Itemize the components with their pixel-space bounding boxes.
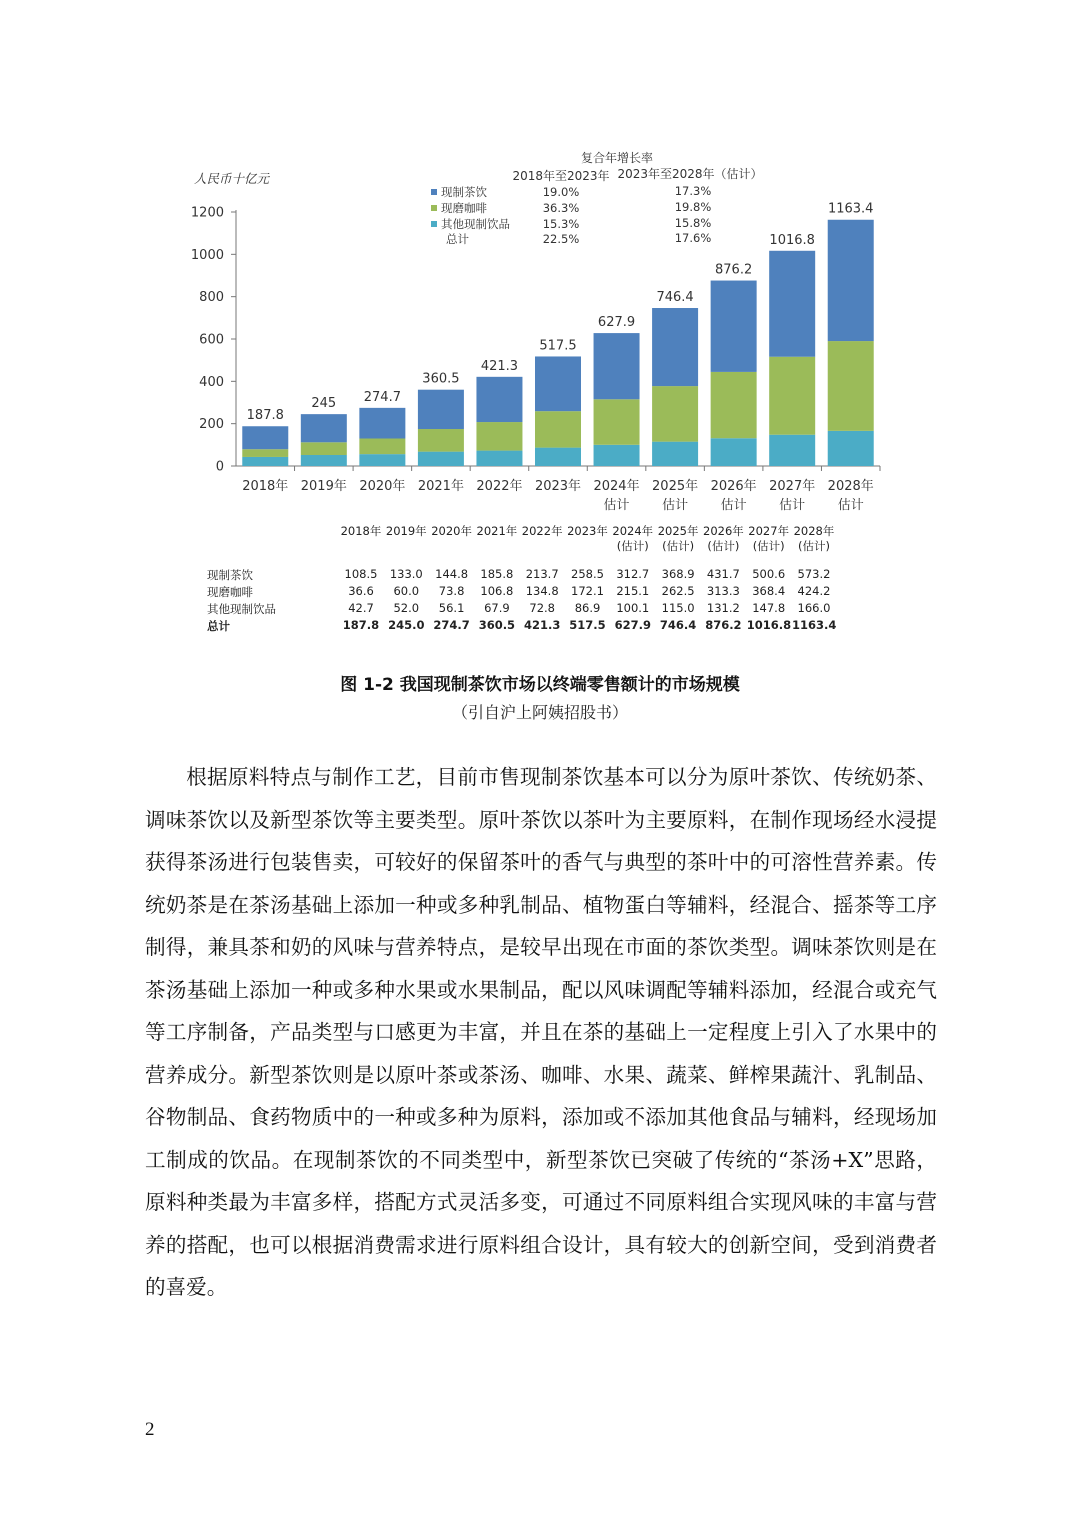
x-tick-sublabel: 估计 — [662, 498, 689, 513]
x-tick-label: 2022年 — [476, 479, 523, 494]
table-cell: 100.1 — [616, 601, 650, 615]
bar-segment — [242, 457, 288, 466]
table-row-label: 其他现制饮品 — [207, 602, 276, 616]
bar-segment — [828, 341, 874, 431]
table-cell: 360.5 — [478, 618, 516, 632]
bar-segment — [769, 251, 815, 357]
table-header-cell — [430, 524, 474, 539]
market-size-chart — [0, 0, 1080, 520]
bar-segment — [711, 372, 757, 438]
table-cell: 36.6 — [348, 584, 374, 598]
x-tick-sublabel: 估计 — [720, 498, 747, 513]
figure-caption: 图 1-2 我国现制茶饮市场以终端零售额计的市场规模 — [340, 675, 740, 695]
page-number: 2 — [145, 1419, 155, 1440]
table-cell: 115.0 — [661, 601, 695, 615]
table-header-year: 2025年 — [657, 524, 699, 538]
table-header-note: (估计) — [798, 539, 830, 553]
table-cell: 262.5 — [661, 584, 695, 598]
bar-total-label: 746.4 — [656, 290, 694, 306]
bar-total-label: 245 — [311, 396, 337, 412]
table-cell: 573.2 — [797, 567, 831, 581]
x-tick-sublabel: 估计 — [603, 498, 630, 513]
cagr-value: 15.8% — [674, 216, 712, 230]
bar-segment — [769, 357, 815, 435]
table-header-cell — [747, 524, 791, 554]
table-cell: 258.5 — [571, 567, 604, 581]
bar-segment — [242, 449, 288, 457]
cagr-header: 2018年至2023年 — [512, 169, 610, 183]
table-header-cell — [520, 524, 564, 539]
legend-label: 现磨咖啡 — [441, 201, 487, 215]
table-row-other — [195, 601, 885, 617]
table-cell: 1016.8 — [746, 618, 792, 632]
y-tick-label: 400 — [199, 374, 224, 390]
table-cell: 421.3 — [523, 618, 561, 632]
bar-segment — [418, 390, 464, 429]
table-cell: 312.7 — [616, 567, 650, 581]
table-row-label: 现磨咖啡 — [207, 585, 253, 599]
table-header-cell — [384, 524, 428, 539]
table-cell: 172.1 — [571, 584, 604, 598]
bar-segment — [359, 439, 405, 455]
x-tick-label: 2021年 — [417, 479, 464, 494]
bar-segment — [769, 435, 815, 466]
table-cell: 131.2 — [706, 601, 740, 615]
bar-segment — [301, 442, 347, 455]
table-cell: 134.8 — [525, 584, 559, 598]
bar-segment — [418, 429, 464, 452]
x-tick-label: 2020年 — [359, 479, 406, 494]
bar-segment — [359, 454, 405, 466]
table-cell: 313.3 — [706, 584, 740, 598]
bar-segment — [476, 377, 522, 422]
table-header-year: 2018年 — [340, 524, 382, 538]
table-row-label: 总计 — [207, 619, 230, 633]
y-tick-label: 800 — [199, 290, 224, 306]
bar-segment — [535, 356, 581, 411]
table-cell: 187.8 — [342, 618, 380, 632]
x-tick-label: 2024年 — [593, 479, 640, 494]
table-header-year: 2023年 — [567, 524, 608, 538]
table-header-cell — [656, 524, 700, 554]
bar-segment — [359, 408, 405, 439]
cagr-value: 17.6% — [674, 231, 712, 245]
y-axis-unit-label: 人民币十亿元 — [194, 171, 270, 186]
table-header-year: 2020年 — [431, 524, 472, 538]
bar-segment — [418, 452, 464, 466]
legend-label: 总计 — [446, 232, 469, 246]
x-tick-label: 2019年 — [300, 479, 347, 494]
bar-segment — [711, 438, 757, 466]
bar-segment — [476, 422, 522, 451]
table-header-cell — [475, 524, 519, 539]
legend-label: 其他现制饮品 — [441, 217, 510, 231]
figure-source: （引自沪上阿姨招股书） — [451, 703, 628, 722]
table-header-year: 2022年 — [521, 524, 563, 538]
y-tick-label: 0 — [215, 459, 224, 475]
bar-total-label: 1163.4 — [827, 201, 874, 217]
table-header-cell — [701, 524, 745, 554]
table-cell: 144.8 — [435, 567, 469, 581]
x-tick-label: 2027年 — [769, 479, 816, 494]
table-row-label: 现制茶饮 — [207, 568, 253, 582]
legend-swatch — [431, 205, 437, 211]
bar-segment — [242, 426, 288, 449]
table-header-row — [195, 524, 885, 558]
bar-total-label: 360.5 — [422, 371, 460, 387]
bar-segment — [301, 455, 347, 466]
table-header-year: 2026年 — [703, 524, 744, 538]
bar-segment — [828, 220, 874, 341]
table-cell: 876.2 — [705, 618, 742, 632]
table-cell: 274.7 — [433, 618, 470, 632]
table-cell: 185.8 — [480, 567, 514, 581]
body-paragraph: 根据原料特点与制作工艺，目前市售现制茶饮基本可以分为原叶茶饮、传统奶茶、调味茶饮以及新型茶饮等主要类型。原叶茶饮以茶叶为主要原料，在制作现场经水浸提获得茶汤进行包装售卖，可较好的保留茶叶的香气与典型的茶叶中的可溶性营养素。传统奶茶是在茶汤基础上添加一种或多种乳制品、植物蛋白等辅料，经混合、摇茶等工序制得，兼具茶和奶的风味与营养特点，是较早出现在市面的茶饮类型。调味茶饮则是在茶汤基础上添加一种或多种水果或水果制品，配以风味调配等辅料添加，经混合或充气等工序制备，产品类型与口感更为丰富，并且在茶的基础上一定程度上引入了水果中的营养成分。新型茶饮则是以原叶茶或茶汤、咖啡、水果、蔬菜、鲜榨果蔬汁、乳制品、谷物制品、食药物质中的一种或多种为原料，添加或不添加其他食品与辅料，经现场加工制成的饮品。在现制茶饮的不同类型中，新型茶饮已突破了传统的“茶汤+X”思路，原料种类最为丰富多样，搭配方式灵活多变，可通过不同原料组合实现风味的丰富与营养的搭配，也可以根据消费需求进行原料组合设计，具有较大的创新空间，受到消费者的喜爱。 — [145, 765, 937, 1299]
table-cell: 368.4 — [752, 584, 786, 598]
table-cell: 627.9 — [614, 618, 651, 632]
table-cell: 424.2 — [797, 584, 831, 598]
table-cell: 106.8 — [480, 584, 514, 598]
y-tick-label: 200 — [199, 417, 224, 433]
table-header-year: 2024年 — [612, 524, 654, 538]
table-header-note: (估计) — [616, 539, 649, 553]
bar-segment — [652, 442, 698, 466]
cagr-value: 15.3% — [542, 217, 580, 231]
table-cell: 517.5 — [569, 618, 606, 632]
legend-swatch — [431, 221, 437, 227]
table-cell: 52.0 — [393, 601, 420, 615]
table-cell: 1163.4 — [792, 618, 837, 632]
x-tick-label: 2018年 — [242, 479, 289, 494]
bar-total-label: 421.3 — [480, 358, 519, 374]
table-header-note: (估计) — [752, 539, 785, 553]
table-cell: 56.1 — [438, 601, 465, 615]
table-cell: 42.7 — [348, 601, 374, 615]
bar-segment — [535, 411, 581, 447]
bar-segment — [594, 333, 640, 399]
table-row-tea — [195, 567, 885, 583]
bar-total-label: 1016.8 — [769, 232, 815, 248]
table-cell: 431.7 — [706, 567, 740, 581]
bar-total-label: 187.8 — [246, 408, 284, 424]
cagr-title: 复合年增长率 — [580, 151, 654, 165]
bar-total-label: 627.9 — [597, 315, 636, 331]
y-tick-label: 1200 — [190, 205, 224, 221]
bar-total-label: 876.2 — [715, 262, 753, 278]
x-tick-label: 2023年 — [534, 479, 582, 494]
table-header-cell — [792, 524, 836, 554]
bar-segment — [652, 386, 698, 442]
cagr-value: 36.3% — [542, 201, 580, 215]
y-tick-label: 600 — [199, 332, 224, 348]
table-header-note: (估计) — [707, 539, 740, 553]
x-tick-label: 2026年 — [710, 479, 757, 494]
bar-segment — [535, 448, 581, 466]
cagr-value: 19.0% — [542, 185, 580, 199]
x-tick-label: 2028年 — [827, 479, 874, 494]
table-cell: 746.4 — [659, 618, 697, 632]
bar-segment — [828, 431, 874, 466]
bar-segment — [594, 399, 640, 445]
table-header-year: 2027年 — [748, 524, 790, 538]
table-cell: 108.5 — [344, 567, 378, 581]
table-row-total — [195, 618, 885, 634]
table-cell: 133.0 — [389, 567, 423, 581]
y-tick-label: 1000 — [190, 247, 224, 263]
bar-segment — [301, 414, 347, 442]
table-header-cell — [339, 524, 383, 539]
table-header-year: 2019年 — [385, 524, 427, 538]
table-cell: 86.9 — [574, 601, 601, 615]
table-cell: 67.9 — [484, 601, 510, 615]
table-cell: 500.6 — [752, 567, 786, 581]
table-header-year: 2028年 — [793, 524, 835, 538]
table-cell: 213.7 — [525, 567, 559, 581]
table-cell: 73.8 — [438, 584, 465, 598]
table-header-note: (估计) — [662, 539, 695, 553]
x-tick-label: 2025年 — [652, 479, 699, 494]
table-cell: 368.9 — [661, 567, 695, 581]
table-header-year: 2021年 — [476, 524, 518, 538]
cagr-value: 22.5% — [542, 232, 580, 246]
x-tick-sublabel: 估计 — [837, 498, 864, 513]
table-cell: 166.0 — [797, 601, 831, 615]
bar-segment — [594, 445, 640, 466]
table-cell: 215.1 — [616, 584, 650, 598]
cagr-value: 19.8% — [674, 200, 712, 214]
bar-total-label: 517.5 — [539, 338, 577, 354]
bar-total-label: 274.7 — [363, 389, 401, 405]
legend-label: 现制茶饮 — [441, 185, 487, 199]
table-row-coffee — [195, 584, 885, 600]
cagr-value: 17.3% — [674, 184, 712, 198]
bar-segment — [711, 281, 757, 372]
table-cell: 245.0 — [388, 618, 425, 632]
table-cell: 147.8 — [752, 601, 786, 615]
legend-swatch — [431, 189, 437, 195]
cagr-header: 2023年至2028年（估计） — [617, 167, 763, 181]
table-cell: 72.8 — [529, 601, 555, 615]
table-cell: 60.0 — [393, 584, 420, 598]
bar-segment — [476, 451, 522, 466]
table-header-cell — [566, 524, 610, 539]
x-tick-sublabel: 估计 — [779, 498, 806, 513]
bar-segment — [652, 308, 698, 386]
table-header-cell — [611, 524, 655, 554]
